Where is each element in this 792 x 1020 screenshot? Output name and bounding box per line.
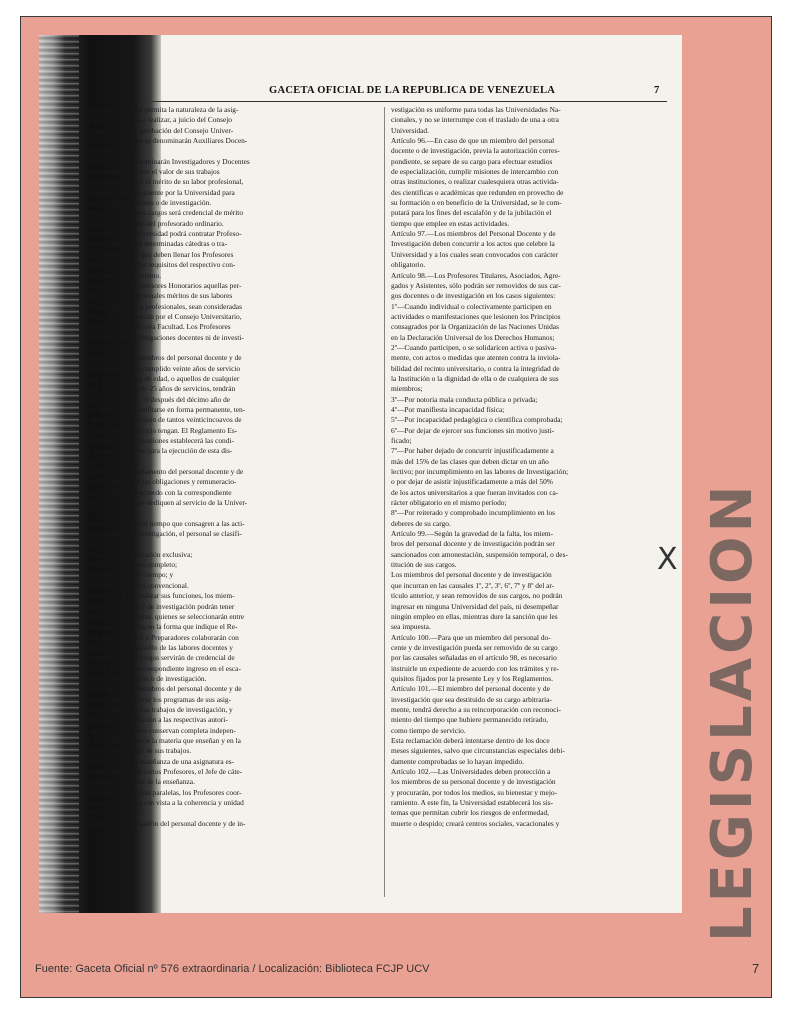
text-line: as que, por los excepcionales méritos de sus labores xyxy=(79,291,233,301)
text-line: entíficas, culturales, o profesionales, sean consideradas xyxy=(79,301,242,311)
text-line: Artículo 90.—Los miembros del personal docente y de xyxy=(79,353,242,363)
text-line: ón del personal docente o de investigación. xyxy=(79,673,207,683)
text-line: des científicas o académicas que redunden en provecho de xyxy=(391,187,564,197)
text-line: pondiente, se separe de su cargo para efectuar estudios xyxy=(391,156,553,166)
text-line: En el caso de que la enseñanza de una asignatura es- xyxy=(79,756,235,766)
text-line: la Facultad y con la aprobación del Consejo Univer- xyxy=(79,125,234,135)
text-line: instruirle un expediente de acuerdo con los trámites y re- xyxy=(391,663,560,673)
text-line: to, los fijará el Reglamento. xyxy=(79,270,162,280)
text-line: Artículo 96.—En caso de que un miembro del personal xyxy=(391,136,555,146)
text-line: egoría y el tiempo que dediquen al servicio de la Univer- xyxy=(79,498,248,508)
text-line: tengan 60 ó más años de edad, o aquellos de cualquier xyxy=(79,373,240,383)
text-line: investigación que sea destituido de su cargo arbitraria- xyxy=(391,694,552,704)
text-line: n encargadas temporalmente por la Universidad para xyxy=(79,187,235,197)
gazette-title: GACETA OFICIAL DE LA REPUBLICA DE VENEZUELA xyxy=(269,85,556,96)
text-line: ecedoras de tal distinción por el Consejo Universitario, xyxy=(79,311,242,321)
text-line: Artículo 100.—Para que un miembro del personal do- xyxy=(391,632,551,642)
text-line: es y límites necesarios para la ejecución de esta dis- xyxy=(79,446,233,456)
text-line: los miembros de su personal docente y de investigación xyxy=(391,777,556,787)
text-line: como tiempo de servicio. xyxy=(391,725,466,735)
text-line: titución de sus cargos. xyxy=(391,560,457,570)
text-line: ición. xyxy=(79,456,96,466)
text-line: Esta reclamación deberá intentarse dentro de los doce xyxy=(391,735,550,745)
text-line: recho a la jubilación. Si después del décimo año de xyxy=(79,394,231,404)
text-line: ad que hayan cumplido 25 años de servicios, tendrán xyxy=(79,384,236,394)
text-line: a) Profesores de dedicación exclusiva; xyxy=(79,549,193,559)
text-line: Artículo 92.—Según el tiempo que consagren a las acti- xyxy=(79,518,245,528)
source-caption: Fuente: Gaceta Oficial nº 576 extraordinaria / Localización: Biblioteca FCJP UCV xyxy=(35,963,430,975)
text-line: jos. Las condiciones que deben llenar los Profesores xyxy=(79,249,234,259)
text-line: Artículo 95.—El escalafón del personal docente y de in- xyxy=(79,818,246,828)
text-line: uras, o los planes de sus trabajos de investigación, y xyxy=(79,704,233,714)
text-line: El desempeño de estos cargos será credencial de mérito xyxy=(79,208,244,218)
text-line: sea impuesta. xyxy=(391,622,431,632)
text-line: entación y realización de sus trabajos. xyxy=(79,746,192,756)
text-line: estudiantes calificados en la forma que indique el Re- xyxy=(79,622,238,632)
text-line: stigación establecerá las obligaciones y remuneracio- xyxy=(79,477,237,487)
text-line: meses siguientes, salvo que circunstancias especiales debi- xyxy=(391,746,565,756)
text-line: bros del personal docente y de investigación podrán ser xyxy=(391,539,555,549)
text-line: actividades o manifestaciones que lesionen los Principios xyxy=(391,311,561,321)
text-line: versitarios, cuando lo permita la naturaleza de la asig- xyxy=(79,105,239,114)
page-number: 7 xyxy=(752,961,760,976)
text-line: 6º—Por dejar de ejercer sus funciones sin motivo justi- xyxy=(391,425,555,435)
text-line: su formación o en beneficio de la Universidad, se le com- xyxy=(391,198,562,208)
text-line: 3º—Por notoria mala conducta pública o privada; xyxy=(391,394,538,404)
text-line: yudantes o Preparadores, quienes se seleccionarán entre xyxy=(79,611,245,621)
text-line: 4º—Por manifiesta incapacidad física; xyxy=(391,404,505,414)
text-line: Investigación deben concurrir a los actos que celebre la xyxy=(391,239,555,249)
text-line: al de Jubilaciones y Pensiones establecerá las condi- xyxy=(79,436,234,445)
text-line: ades docentes o de investigación, el personal se clasifi- xyxy=(79,529,242,539)
text-line: estigación que hayan cumplido veinte años de servicio xyxy=(79,363,241,373)
text-line: mento. Los ayudantes o Preparadores colaborarán con xyxy=(79,632,239,642)
text-line: y procurarán, por todos los medios, su bienestar y mejo- xyxy=(391,787,558,797)
text-line: 8º—Por reiterado y comprobado incumplimiento en los xyxy=(391,508,556,518)
text-line: que incurran en las causales 1º, 2º, 3º, 6º, 7º y 8º del ar- xyxy=(391,580,555,590)
text-line: Artículo 87.—Se denominarán Investigadores y Docentes xyxy=(79,156,250,166)
text-line: ningún empleo en ellas, mientras dure la sanción que les xyxy=(391,611,558,621)
text-line: 1º—Cuando individual o colectivamente participen en xyxy=(391,301,552,311)
text-line: mente, tendrá derecho a su reincorporación con reconoci- xyxy=(391,704,561,714)
text-line: Artículo 94.—Los miembros del personal docente y de xyxy=(79,684,242,694)
text-line: eterlos para su aprobación a las respectivas autori- xyxy=(79,715,228,725)
page-panel xyxy=(20,16,772,998)
text-line: Cuando existan cátedras paralelas, los Profesores coor- xyxy=(79,787,242,797)
text-line: ramiento. A este fin, la Universidad establecerá los sis- xyxy=(391,798,554,808)
text-line: Artículo 97.—Los miembros del Personal Docente y de xyxy=(391,229,556,239)
margin-x-mark: X xyxy=(657,542,678,577)
text-line: lectivo; por incumplimiento en las labores de Investigación; xyxy=(391,467,569,477)
text-line: tiempo que emplee en estas actividades. xyxy=(391,218,510,228)
text-line: Artículo 102.—Las Universidades deben protección a xyxy=(391,767,551,776)
text-line: ficado; xyxy=(391,436,412,445)
text-line: gados y Asistentes, sólo podrán ser removidos de sus car- xyxy=(391,280,561,290)
text-line: deberes de su cargo. xyxy=(391,518,451,528)
scanned-document xyxy=(39,35,682,913)
text-line: investigaciones, o por el mérito de su labor profesional, xyxy=(79,177,244,187)
text-line: Artículo 101.—El miembro del personal docente y de xyxy=(391,684,550,694)
text-line: Artículo 91.—El Reglamento del personal docente y de xyxy=(79,467,244,477)
text-line: del personal docente y de investigación podrán tener xyxy=(79,601,235,611)
text-line: rá en: xyxy=(79,539,96,549)
text-line: temas que permitan cubrir los riesgos de enfermedad, xyxy=(391,808,550,818)
text-line: Artículo 93.—Para realizar sus funciones, los miem- xyxy=(79,591,235,601)
text-line: viera encomendada a varios Profesores, el Jefe de cáte- xyxy=(79,767,243,776)
text-line: 5º—Por incapacidad pedagógica o científica comprobada; xyxy=(391,415,563,425)
text-line: c) Profesores a medio tiempo; y xyxy=(79,570,174,580)
text-line: Universidad y a los cuales sean convocados con carácter xyxy=(391,249,559,259)
text-line: propuesta de la respectiva Facultad. Los Profesores xyxy=(79,322,231,332)
text-line: o por dejar de asistir injustificadamente a más del 50% xyxy=(391,477,553,487)
text-line: ntratados, así como los requisitos del respectivo con- xyxy=(79,260,236,270)
text-line: ad. xyxy=(79,508,88,518)
text-line: ldo como años de servicio tengan. El Reglamento Es- xyxy=(79,425,238,435)
text-line: Artículo 98.—Los Profesores Titulares, Asociados, Agre- xyxy=(391,270,561,280)
text-line: uellas personas que, por el valor de sus trabajos xyxy=(79,167,220,177)
text-line: consagrados por la Organización de las Naciones Unidas xyxy=(391,322,559,332)
text-line: ncia en la exposición de la materia que enseñan y en la xyxy=(79,735,241,745)
text-line: vestigación es uniforme para todas las Universidades Na- xyxy=(391,105,561,114)
text-line: de especialización, cumplir misiones de intercambio con xyxy=(391,167,559,177)
text-line: de sus miembros de acuerdo con la correspondiente xyxy=(79,487,232,497)
text-line: miembros; xyxy=(391,384,423,394)
text-line: mente, con actos o medidas que atenten contra la inviola- xyxy=(391,353,561,363)
text-line: 7º—Por haber dejado de concurrir injustificadamente a xyxy=(391,446,554,456)
text-line: Artículo 99.—Según la gravedad de la falta, los miem- xyxy=(391,529,554,539)
gazette-page-number: 7 xyxy=(654,85,660,96)
text-line: érito a los fines del correspondiente ingreso en el esca- xyxy=(79,663,241,673)
left-text-column xyxy=(79,105,379,829)
text-line: ingresar en ninguna Universidad del país, ni desempeñar xyxy=(391,601,559,611)
text-line: cionales, y no se interrumpe con el traslado de una a otra xyxy=(391,115,559,125)
text-line: rán derecho a una pensión de tantos veinticincoavos de xyxy=(79,415,242,425)
text-line: sancionados con amonestación, suspensión temporal, o des- xyxy=(391,549,568,559)
text-line: de los actos universitarios a que fueran invitados con ca- xyxy=(391,487,559,497)
text-line: bilidad del recinto universitario, o contra la integridad de xyxy=(391,363,560,373)
text-line: stigación deben elaborar los programas de sus asig- xyxy=(79,694,232,704)
text-line: tura o de los trabajos a realizar, a juicio del Consejo xyxy=(79,115,233,125)
text-line: más del 15% de las clases que deben dictar en un año xyxy=(391,456,549,466)
text-line: o Investigadores para determinadas cátedras o tra- xyxy=(79,239,228,249)
text-line: alizar funciones docentes o de investigación. xyxy=(79,198,212,208)
text-line: obligatorio. xyxy=(391,260,426,270)
section-label: LEGISLACION xyxy=(700,481,765,942)
text-line: putará para los fines del escalafón y de la jubilación el xyxy=(391,208,552,218)
text-line: Los miembros del personal docente y de investigación xyxy=(391,570,552,580)
text-line: damente comprobadas se lo hayan impedido. xyxy=(391,756,524,766)
text-line: narán sus actividades con vista a la coherencia y unidad xyxy=(79,798,244,808)
text-line: cente y de investigación pueda ser removido de su cargo xyxy=(391,642,558,652)
text-line: Artículo 89.—Son Profesores Honorarios aquellas per- xyxy=(79,280,242,290)
text-line: rácter obligatorio en el mismo período; xyxy=(391,498,507,508)
text-line: ción. xyxy=(79,342,94,352)
text-line: norarios no tendrán obligaciones docentes ni de investi- xyxy=(79,332,244,342)
text-line: s o de Investigación. xyxy=(79,146,140,156)
text-line: Artículo 88.—La Universidad podrá contratar Profeso- xyxy=(79,229,242,239)
text-line: miento del tiempo que hubiere permanecido retirado, xyxy=(391,715,548,725)
text-line: des universitarias, pero conservan completa indepen- xyxy=(79,725,236,735)
text-line: tículo anterior, y sean removidos de sus cargos, no podrán xyxy=(391,591,563,601)
text-line: gos docentes o de investigación en los casos siguientes: xyxy=(391,291,556,301)
text-line: rvicio llegaren a inhabilitarse en forma permanente, ten- xyxy=(79,404,246,414)
text-line: la Institución o la dignidad de ella o de cualquiera de sus xyxy=(391,373,559,383)
text-line: Profesores en el desarrollo de las labores docentes y xyxy=(79,642,233,652)
text-line: muerte o despido; creará centros sociales, vacacionales y xyxy=(391,818,560,828)
text-line: docente o de investigación, previa la autorización corres- xyxy=(391,146,560,156)
header-rule xyxy=(147,101,667,102)
right-text-column xyxy=(391,105,675,829)
text-line: en la Declaración Universal de los Derechos Humanos; xyxy=(391,332,555,342)
text-line: quisitos fijados por la presente Ley y los Reglamentos. xyxy=(391,673,553,683)
text-line: investigación. Estos cargos servirán de credencial de xyxy=(79,653,235,663)
text-line: Universidad. xyxy=(391,125,429,135)
text-line: el ingreso al escalafón del profesorado ordinario. xyxy=(79,218,224,228)
text-line: tario. Tales miembros se denominarán Auxiliares Docen- xyxy=(79,136,248,146)
text-line: por las causales señaladas en el artículo 98, es necesario xyxy=(391,653,557,663)
column-divider xyxy=(384,107,385,897)
text-line: 2º—Cuando participen, o se solidaricen activa o pasiva- xyxy=(391,342,557,352)
text-line: otras instituciones, o realizar cualesquiera otras activida- xyxy=(391,177,559,187)
text-line: d) Profesores a tiempo convencional. xyxy=(79,580,189,590)
text-line: a coordinará la unidad de la enseñanza. xyxy=(79,777,195,787)
text-line: la labor universitaria. xyxy=(79,808,143,818)
text-line: b) Profesores a tiempo completo; xyxy=(79,560,178,570)
